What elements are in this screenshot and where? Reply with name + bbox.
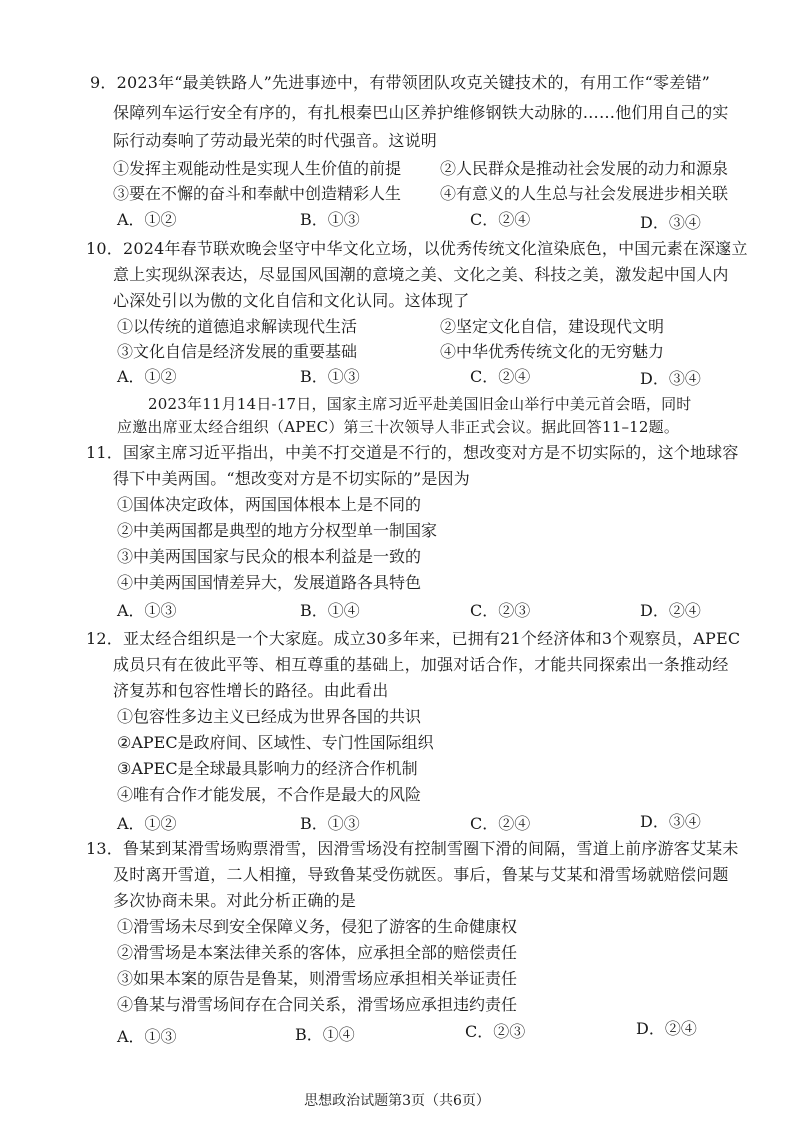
question-9-line-3: 际行动奏响了劳动最光荣的时代强音。这说明 — [113, 131, 438, 150]
question-10-statement-3: ③文化自信是经济发展的重要基础 — [117, 342, 358, 361]
question-13-choice-a: A．①③ — [117, 1027, 177, 1046]
question-13-statement-1: ①滑雪场未尽到安全保障义务，侵犯了游客的生命健康权 — [117, 917, 518, 936]
question-13-choice-c: C．②③ — [465, 1022, 526, 1041]
question-13-line-2: 及时离开雪道，二人相撞，导致鲁某受伤就医。事后，鲁某与艾某和滑雪场就赔偿问题 — [113, 865, 729, 884]
question-10-choice-b: B．①③ — [300, 367, 360, 386]
question-12-line-1: 12．亚太经合组织是一个大家庭。成立30多年来，已拥有21个经济体和3个观察员，APEC — [86, 629, 741, 648]
question-9-choice-a: A．①② — [117, 210, 177, 229]
question-12-choice-b: B．①③ — [300, 814, 360, 833]
material-line-2: 应邀出席亚太经合组织（APEC）第三十次领导人非正式会议。据此回答11–12题。 — [117, 418, 680, 436]
question-9-choice-c: C．②④ — [470, 210, 531, 229]
page-footer: 思想政治试题第3页（共6页） — [304, 1093, 490, 1109]
question-10-line-1: 10．2024年春节联欢晚会坚守中华文化立场，以优秀传统文化渲染底色，中国元素在深邃立 — [86, 239, 748, 258]
question-9-statement-1: ①发挥主观能动性是实现人生价值的前提 — [113, 159, 402, 178]
question-11-line-1: 11．国家主席习近平指出，中美不打交道是不行的，想改变对方是不切实际的，这个地球容 — [86, 443, 739, 462]
question-11-statement-2: ②中美两国都是典型的地方分权型单一制国家 — [117, 521, 438, 540]
question-10-statement-4: ④中华优秀传统文化的无穷魅力 — [440, 342, 665, 361]
question-10-line-2: 意上实现纵深表达，尽显国风国潮的意境之美、文化之美、科技之美，激发起中国人内 — [113, 265, 729, 284]
question-10-choice-d: D．③④ — [640, 369, 701, 388]
question-9-line-2: 保障列车运行安全有序的，有扎根秦巴山区养护维修钢铁大动脉的……他们用自己的实 — [113, 103, 729, 122]
question-10-statement-2: ②坚定文化自信，建设现代文明 — [440, 317, 665, 336]
question-9-choice-b: B．①③ — [300, 210, 360, 229]
question-13-choice-d: D．②④ — [636, 1019, 697, 1038]
question-12-line-2: 成员只有在彼此平等、相互尊重的基础上，加强对话合作，才能共同探索出一条推动经 — [113, 655, 729, 674]
question-13-line-1: 13．鲁某到某滑雪场购票滑雪，因滑雪场没有控制雪圈下滑的间隔，雪道上前序游客艾某未 — [86, 839, 739, 858]
question-13-choice-b: B．①④ — [295, 1025, 355, 1044]
question-13-line-3: 多次协商未果。对此分析正确的是 — [113, 891, 357, 910]
question-12-statement-3: ③APEC是全球最具影响力的经济合作机制 — [117, 759, 418, 778]
question-13-statement-4: ④鲁某与滑雪场间存在合同关系，滑雪场应承担违约责任 — [117, 995, 518, 1014]
question-11-statement-4: ④中美两国国情差异大，发展道路各具特色 — [117, 573, 422, 592]
question-10-choice-c: C．②④ — [470, 367, 531, 386]
question-13-statement-3: ③如果本案的原告是鲁某，则滑雪场应承担相关举证责任 — [117, 969, 518, 988]
question-9-statement-4: ④有意义的人生总与社会发展进步相关联 — [440, 184, 729, 203]
question-12-choice-d: D．③④ — [640, 812, 701, 831]
question-9-choice-d: D．③④ — [640, 213, 701, 232]
question-10-choice-a: A．①② — [117, 367, 177, 386]
question-13-statement-2: ②滑雪场是本案法律关系的客体，应承担全部的赔偿责任 — [117, 943, 518, 962]
question-10-line-3: 心深处引以为傲的文化自信和文化认同。这体现了 — [113, 291, 470, 310]
question-11-statement-3: ③中美两国国家与民众的根本利益是一致的 — [117, 547, 422, 566]
question-9-statement-3: ③要在不懈的奋斗和奉献中创造精彩人生 — [113, 184, 402, 203]
question-12-statement-4: ④唯有合作才能发展，不合作是最大的风险 — [117, 785, 422, 804]
question-11-choice-c: C．②③ — [470, 601, 531, 620]
question-12-statement-2: ②APEC是政府间、区域性、专门性国际组织 — [117, 733, 434, 752]
question-11-choice-a: A．①③ — [117, 601, 177, 620]
question-10-statement-1: ①以传统的道德追求解读现代生活 — [117, 317, 358, 336]
question-9-line-1: 9．2023年“最美铁路人”先进事迹中，有带领团队攻克关键技术的，有用工作“零差错” — [90, 73, 711, 92]
question-12-statement-1: ①包容性多边主义已经成为世界各国的共识 — [117, 707, 422, 726]
question-9-statement-2: ②人民群众是推动社会发展的动力和源泉 — [440, 159, 729, 178]
question-11-choice-d: D．②④ — [640, 601, 701, 620]
material-line-1: 2023年11月14日-17日，国家主席习近平赴美国旧金山举行中美元首会晤，同时 — [148, 395, 692, 413]
question-11-line-2: 得下中美两国。“想改变对方是不切实际的”是因为 — [113, 469, 470, 488]
question-12-line-3: 济复苏和包容性增长的路径。由此看出 — [113, 681, 389, 700]
question-12-choice-c: C．②④ — [470, 814, 531, 833]
question-11-statement-1: ①国体决定政体，两国国体根本上是不同的 — [117, 495, 422, 514]
question-11-choice-b: B．①④ — [300, 601, 360, 620]
question-12-choice-a: A．①② — [117, 814, 177, 833]
